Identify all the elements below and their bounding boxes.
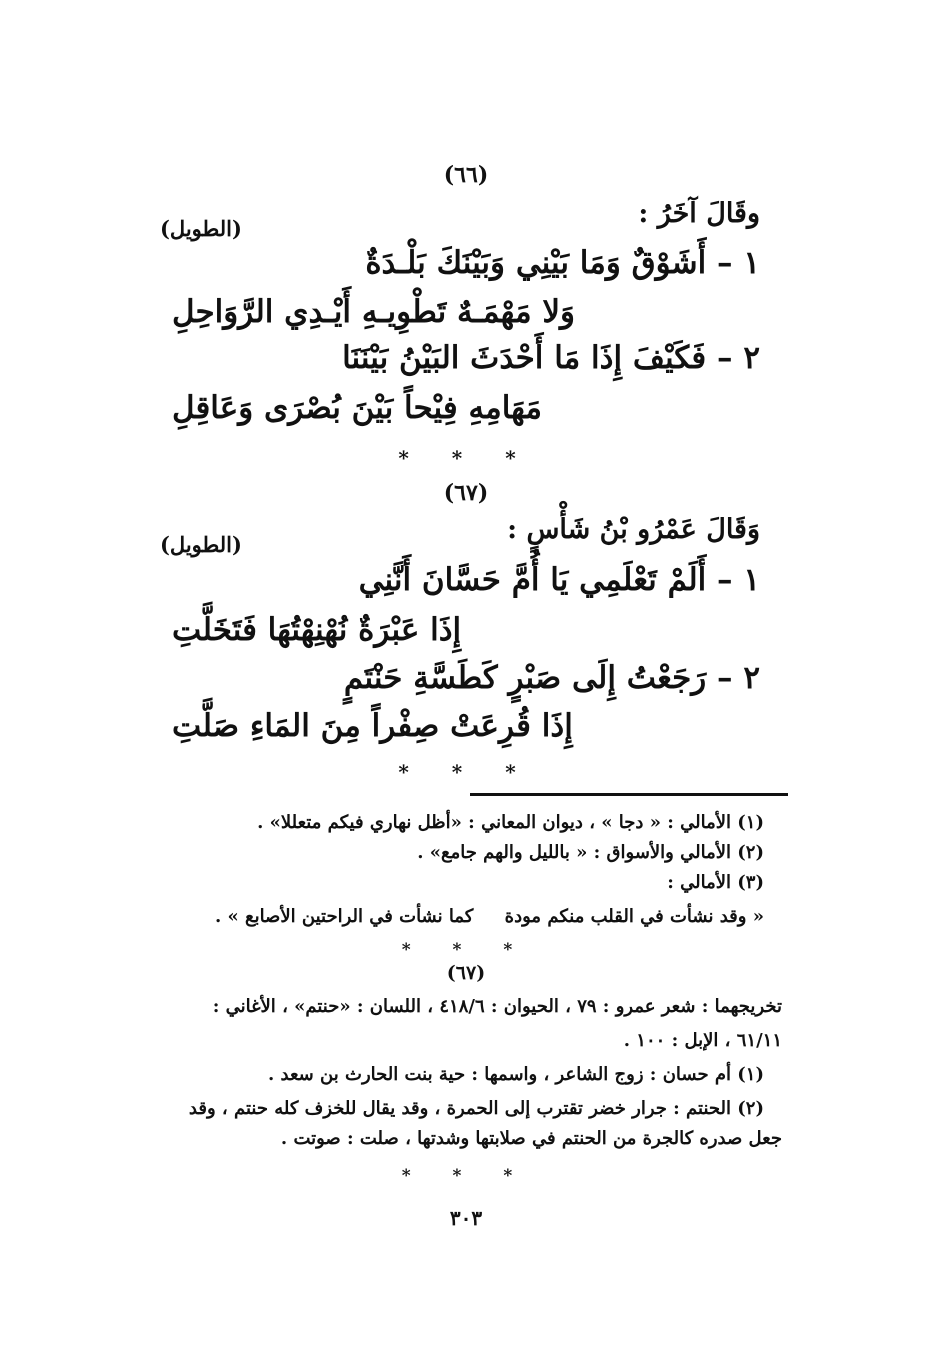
section-divider-stars: * * *	[398, 446, 534, 470]
poem-66-verse-2-second-hemistich: مَهَامِهِ فِيْحاً بَيْنَ بُصْرَى وَعَاقِلِ	[172, 390, 543, 426]
footnote-67-takhrij-line-2: ٦١/١١ ، الإبل : ١٠٠ .	[623, 1030, 782, 1051]
poem-67-verse-1-first-hemistich: ١ – أَلَمْ تَعْلَمِي يَا أُمَّ حَسَّانَ أَنَّنِي	[358, 562, 760, 598]
footnote-66-2: (٢) الأمالي والأسواق : « بالليل والهم جامع» .	[417, 842, 764, 863]
footnote-66-1: (١) الأمالي : « دجا » ، ديوان المعاني : «أظل نهاري فيكم متعللا» .	[257, 812, 764, 833]
footnote-67-2-line-2: جعل صدره كالجرة من الحنتم في صلابتها وشدتها ، صلت : صوتت .	[280, 1128, 782, 1149]
poem-66-verse-1-second-hemistich: وَلا مَهْمَـهٌ تَطْوِيـهِ أَيْـدِي الرَّوَاحِلِ	[172, 294, 575, 330]
footnote-67-2-line-1: (٢) الحنتم : جرار خضر تقترب إلى الحمرة ، وقد يقال للخزف كله حنتم ، وقد	[188, 1098, 764, 1119]
footnote-divider-stars: * * *	[401, 940, 531, 960]
footnote-divider-stars: * * *	[401, 1166, 531, 1186]
poem-67-verse-2-first-hemistich: ٢ – رَجَعْتُ إِلَى صَبْرٍ كَطَسَّةِ حَنْتَمٍ	[343, 660, 760, 696]
footnote-66-3: (٣) الأمالي :	[667, 872, 764, 893]
poem-66-number: (٦٦)	[443, 162, 489, 188]
poem-66-verse-2-first-hemistich: ٢ – فَكَيْفَ إِذَا مَا أَحْدَثَ البَيْنُ بَيْنَنَا	[342, 340, 760, 376]
poem-67-verse-2-second-hemistich: إِذَا قُرِعَتْ صِفْراً مِنَ المَاءِ صَلَّتِ	[172, 708, 573, 744]
poem-67-verse-1-second-hemistich: إِذَا عَبْرَةٌ نُهْنِهْتُهَا فَتَخَلَّتِ	[172, 612, 462, 648]
poem-67-number: (٦٧)	[443, 480, 489, 506]
poem-66-intro: وقَالَ آخَرُ :	[638, 198, 760, 229]
page-number: ٣٠٣	[449, 1206, 483, 1230]
section-divider-stars: * * *	[398, 760, 534, 784]
footnote-separator-line	[470, 793, 788, 796]
poem-67-intro: وَقَالَ عَمْرُو بْنُ شَأْسٍ :	[507, 514, 760, 545]
poem-66-verse-1-first-hemistich: ١ – أَشَوْقٌ وَمَا بَيْنِي وَبَيْنَكَ بَلْـدَةٌ	[365, 245, 760, 281]
poem-66-meter: (الطويل)	[160, 216, 242, 241]
footnote-67-takhrij-line-1: تخريجهما : شعر عمرو : ٧٩ ، الحيوان : ٤١٨/٦ ، اللسان : «حنتم» ، الأغاني :	[212, 996, 782, 1017]
footnote-67-1: (١) أم حسان : زوج الشاعر ، واسمها : حية بنت الحارث بن سعد .	[268, 1064, 764, 1085]
footnote-66-3-quote: « وقد نشأت في القلب منكم مودة كما نشأت في الراحتين الأصابع » .	[214, 906, 764, 927]
footnote-67-number: (٦٧)	[446, 962, 486, 984]
poem-67-meter: (الطويل)	[160, 532, 242, 557]
